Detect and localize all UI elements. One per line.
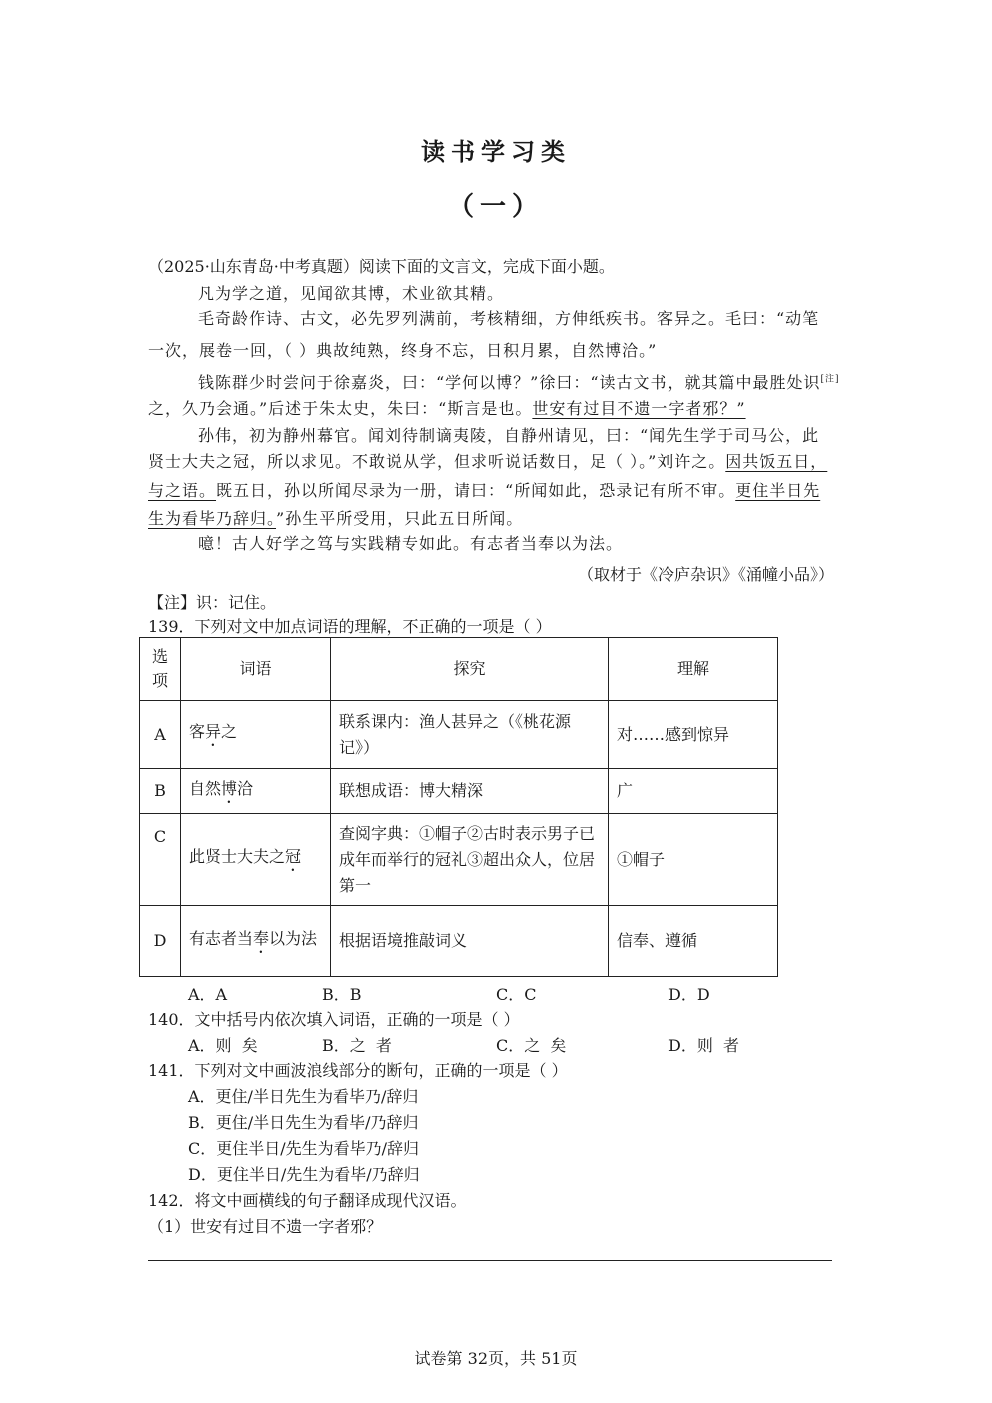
q141-choice-c[interactable]: C．更住半日/先生为看毕乃/辞归	[188, 1139, 420, 1158]
cell-word: 自然博洽	[181, 769, 331, 814]
q139-choice-b[interactable]: B．B	[322, 985, 362, 1004]
wavy-line-segment-1: 更住半日先	[735, 481, 821, 500]
cell-explore: 联系课内：渔人甚异之（《桃花源记》）	[331, 701, 609, 769]
table-header-row	[140, 638, 778, 701]
cell-word: 客异之	[181, 701, 331, 769]
q140-choice-b[interactable]: B．之 者	[322, 1036, 392, 1055]
header-option-text: 选项	[151, 647, 168, 690]
section-number: （一）	[447, 192, 544, 222]
cell-meaning: ①帽子	[609, 814, 778, 906]
cell-explore: 查阅字典：①帽子②古时表示男子已成年而举行的冠礼③超出众人，位居第一	[331, 814, 609, 906]
cell-option: B	[140, 769, 181, 814]
cell-explore: 根据语境推敲词义	[331, 906, 609, 977]
passage-paragraph-4-line-2: 贤士大夫之冠，所以求见。不敢说从学，但求听说话数日，足（ ）。”刘许之。因共饭五日，	[148, 452, 828, 471]
q142-stem: 142．将文中画横线的句子翻译成现代汉语。	[148, 1191, 467, 1210]
passage-paragraph-2-line-2: 一次，展卷一回，（ ）典故纯熟，终身不忘，日积月累，自然博洽。”	[148, 341, 658, 360]
cell-word: 有志者当奉以为法	[181, 906, 331, 977]
passage-paragraph-4-line-4: 生为看毕乃辞归。”孙生平所受用，只此五日所闻。	[148, 509, 524, 528]
passage-paragraph-3-line-2: 之，久乃会通。”后述于朱太史，朱曰：“斯言是也。世安有过目不遗一字者邪？”	[148, 399, 746, 418]
vocab-table	[139, 637, 778, 977]
page-title: 读书学习类	[421, 137, 571, 166]
q140-stem: 140．文中括号内依次填入词语，正确的一项是（ ）	[148, 1010, 520, 1029]
q139-choice-a[interactable]: A．A	[188, 985, 228, 1004]
q141-choice-a[interactable]: A．更住/半日先生为看毕乃/辞归	[188, 1087, 419, 1106]
cell-word: 此贤士大夫之冠	[181, 814, 331, 906]
q140-choice-d[interactable]: D．则 者	[668, 1036, 740, 1055]
table-row	[140, 906, 778, 977]
table-row	[140, 814, 778, 906]
passage-paragraph-5: 噫！古人好学之笃与实践精专如此。有志者当奉以为法。	[198, 534, 624, 553]
q139-choice-d[interactable]: D．D	[668, 985, 710, 1004]
question-intro: （2025·山东青岛·中考真题）阅读下面的文言文，完成下面小题。	[148, 257, 615, 276]
q139-stem: 139．下列对文中加点词语的理解，不正确的一项是（ ）	[148, 617, 552, 636]
cell-option: A	[140, 701, 181, 769]
q141-choice-b[interactable]: B．更住/半日先生为看毕/乃辞归	[188, 1113, 419, 1132]
passage-paragraph-4-line-1: 孙伟，初为静州幕官。闻刘待制谪夷陵，自静州请见，曰：“闻先生学于司马公，此	[198, 426, 820, 445]
passage-paragraph-1: 凡为学之道，见闻欲其博，术业欲其精。	[198, 284, 505, 303]
underlined-sentence-1: 世安有过目不遗一字者邪？”	[532, 399, 746, 418]
cell-meaning: 广	[609, 769, 778, 814]
cell-meaning: 对……感到惊异	[609, 701, 778, 769]
wavy-line-segment-2: 生为看毕乃辞归。	[148, 509, 277, 528]
note-marker: [注]	[820, 374, 840, 385]
annotation-note: 【注】识：记住。	[148, 593, 277, 612]
passage-paragraph-3-line-1: 钱陈群少时尝问于徐嘉炎，曰：“学何以博？”徐曰：“读古文书，就其篇中最胜处识[注]	[198, 373, 840, 392]
table-row	[140, 701, 778, 769]
header-word: 词语	[181, 638, 331, 701]
header-option	[140, 638, 181, 701]
answer-line[interactable]	[148, 1260, 832, 1261]
cell-option: D	[140, 906, 181, 977]
page-footer: 试卷第 32页，共 51页	[414, 1349, 578, 1368]
q139-choice-c[interactable]: C．C	[496, 985, 537, 1004]
header-explore: 探究	[331, 638, 609, 701]
q142-sub1: （1）世安有过目不遗一字者邪？	[148, 1217, 383, 1236]
passage-source: （取材于《冷庐杂识》《涌幢小品》）	[577, 565, 834, 584]
cell-option: C	[140, 814, 181, 906]
header-meaning: 理解	[609, 638, 778, 701]
passage-paragraph-4-line-3: 与之语。既五日，孙以所闻尽录为一册，请曰：“所闻如此，恐录记有所不审。更住半日先	[148, 481, 821, 500]
underlined-sentence-2a: 因共饭五日，	[725, 452, 828, 471]
cell-explore: 联想成语：博大精深	[331, 769, 609, 814]
q141-stem: 141．下列对文中画波浪线部分的断句，正确的一项是（ ）	[148, 1061, 568, 1080]
q141-choice-d[interactable]: D．更住半日/先生为看毕/乃辞归	[188, 1165, 420, 1184]
q140-choice-a[interactable]: A．则 矣	[188, 1036, 258, 1055]
q140-choice-c[interactable]: C．之 矣	[496, 1036, 567, 1055]
cell-meaning: 信奉、遵循	[609, 906, 778, 977]
passage-paragraph-2-line-1: 毛奇龄作诗、古文，必先罗列满前，考核精细，方伸纸疾书。客异之。毛曰：“动笔	[198, 309, 820, 328]
underlined-sentence-2b: 与之语。	[148, 481, 217, 500]
table-row	[140, 769, 778, 814]
